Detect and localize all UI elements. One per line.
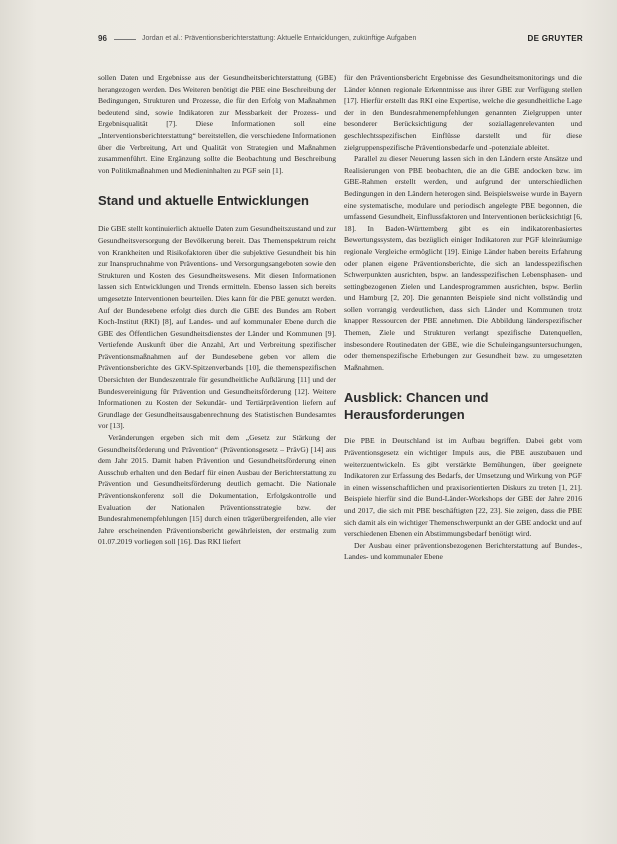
body-paragraph: für den Präventionsbericht Ergebnisse des Gesundheitsmonitorings und die Länder können regionale Erkenntnisse aus ihrer GBE zur Verfügung stellen [17]. Hierfür erstellt das RKI eine Expertise, welche die gesundheitliche Lage der in den Bundesrahmenempfehlungen genannten Zielgruppen unter besonderer Berücksichtigung der soziallagenrelevanten und geschlechtsspezifischen Einflüsse darstellt und für diese zielgruppenspezifische Präventionsbedarfe und -potenziale ableitet.: [344, 73, 582, 152]
left-column: [98, 72, 336, 548]
header-rule: [114, 39, 136, 40]
right-column: [344, 72, 582, 563]
section-heading-ausblick: Ausblick: Chancen und Herausforderungen: [344, 390, 489, 423]
section-heading-stand: Stand und aktuelle Entwicklungen: [98, 193, 309, 209]
body-paragraph: Parallel zu dieser Neuerung lassen sich in den Ländern erste Ansätze und Realisierungen von PBE beobachten, die an die GBE andocken bzw. im GBE-Rahmen erstellt werden, und aufgrund der unterschiedlichen Bedingungen in den Ländern heterogen sind. Beispielsweise wurde in Bayern eine systematische, modulare und periodisch angelegte PBE begonnen, die umfassend Gesundheit, Einflussfaktoren und Interventionen berücksichtigt [6, 18]. In Baden-Württemberg gibt es ein indikatorenbasiertes Bewertungssystem, das bezüglich einiger Indikatoren zur PGF kleinräumige regionale Vergleiche ermöglicht [19]. Einige Länder haben bereits Erfahrung oder planen eigene Präventionsberichte, die sich an landesspezifischen Schwerpunkten ausrichten, bspw. an landesspezifischen Lebensphasen- und settingbezogenen Zielen und Landesprogrammen ausrichten, bspw. Berlin und Hamburg [2, 20]. Die genannten Beispiele sind nicht vollständig und sollen vorrangig verdeutlichen, dass sich Länder und Kommunen trotz knapper Ressourcen der PBE annehmen. Die Abbildung länderspezifischer Themen, Ziele und Strukturen verlangt spezifische Datenquellen, insbesondere Routinedaten der GBE, wie die Schuleingangsuntersuchungen, oder themenspezifische Erhebungen zur Gesundheit bzw. zu umgesetzten Maßnahmen.: [344, 154, 582, 372]
running-title: Jordan et al.: Präventionsberichterstattung: Aktuelle Entwicklungen, zukünftige Aufgaben: [142, 35, 417, 42]
running-header: [98, 34, 583, 46]
intro-paragraph: sollen Daten und Ergebnisse aus der Gesundheitsberichterstattung (GBE) herangezogen werden. Des Weiteren benötigt die PBE eine Beschreibung der Bedingungen, Strukturen und Prozesse, die für den Erfolg von Maßnahmen bedeutend sind, sowie Indikatoren zur Messbarkeit der Prozess- und Ergebnisqualität [7]. Diese Informationen soll eine „Interventionsberichterstattung“ bereitstellen, die verschiedene Informationen über die Verbreitung, Art und Qualität von Strategien und Maßnahmen zusammenführt. Eine Ergänzung sollte die Beobachtung und Beschreibung von Politikmaßnahmen und Medieninhalten zu PGF sein [1].: [98, 73, 336, 175]
body-paragraph: Der Ausbau einer präventionsbezogenen Berichterstattung auf Bundes-, Landes- und kommunaler Ebene: [344, 540, 582, 562]
body-paragraph: Die PBE in Deutschland ist im Aufbau begriffen. Dabei gebt vom Präventionsgesetz ein wichtiger Impuls aus, die PBE auszubauen und weiterzuentwickeln. Es gibt verstärkte Bemühungen, über geeignete Indikatoren zur Erfassung des Bedarfs, der Umsetzung und Wirkung von PGF in einen wissenschaftlichen und praxisorientierten Diskurs zu treten [1, 21]. Beispiele hierfür sind die Bund-Länder-Workshops der GBE der Jahre 2016 und 2017, die sich mit PBE beschäftigten [22, 23]. Sie zeigen, dass die PBE sich damit als ein wichtiger Themenschwerpunkt an der GBE andockt und auf verschiedenen Ebenen ein Abstimmungsbedarf benötigt wird.: [344, 436, 582, 539]
publisher-logo: DE GRUYTER: [527, 34, 583, 43]
body-paragraph: Veränderungen ergeben sich mit dem „Gesetz zur Stärkung der Gesundheitsförderung und Prävention“ (Präventionsgesetz – PrävG) [14] aus dem Jahr 2015. Damit haben Prävention und Gesundheitsförderung einen Ausschub erhalten und den Bedarf für einen Ausbau der Berichterstattung zu Prävention und Gesundheitsförderung deutlich gemacht. Die Nationale Präventionskonferenz soll die Dokumentation, Erfolgskontrolle und Evaluation der Nationalen Präventionsstrategie bzw. der Bundesrahmenempfehlungen [15] durch einen trägerübergreifenden, alle vier Jahre erscheinenden Präventionsbericht gewährleisten, der erstmalig zum 01.07.2019 vorliegen soll [16]. Das RKI liefert: [98, 433, 336, 547]
body-paragraph: Die GBE stellt kontinuierlich aktuelle Daten zum Gesundheitszustand und zur Gesundheitsversorgung der Bevölkerung bereit. Das Themenspektrum reicht von Krankheiten und Risikofaktoren über die subjektive Gesundheit bis hin zur Inanspruchnahme von Präventions- und Versorgungsangeboten sowie den Strukturen und Kosten des Gesundheitswesens. Mit diesen Informationen lassen sich Entwicklungen und Trends ermitteln. Ebenso lassen sich bereits umgesetzte Interventionen beurteilen. Dies kann für die PBE genutzt werden. Auf der Bundesebene erfolgt dies durch die GBE des Bundes am Robert Koch-Institut (RKI) [8], auf Landes- und auf kommunaler Ebene durch die GBE des Öffentlichen Gesundheitsdienstes der Länder und Kommunen [9]. Vertiefende Auskunft über die Anzahl, Art und Verbreitung spezifischer Präventionsmaßnahmen auf der Bundesebene geben vor allem die Präventionsberichte des GKV-Spitzenverbands [10], die themenspezifischen Übersichten der Bundeszentrale für gesundheitliche Aufklärung [11] und der Bundesvereinigung für Prävention und Gesundheitsförderung [12]. Weitere Informationen zu Kosten der Sekundär- und Tertiärprävention liefern auf Grundlage der Gesundheitsausgabenrechnung des Statistischen Bundesamtes vor [13].: [98, 224, 336, 431]
page-number: 96: [98, 34, 107, 43]
